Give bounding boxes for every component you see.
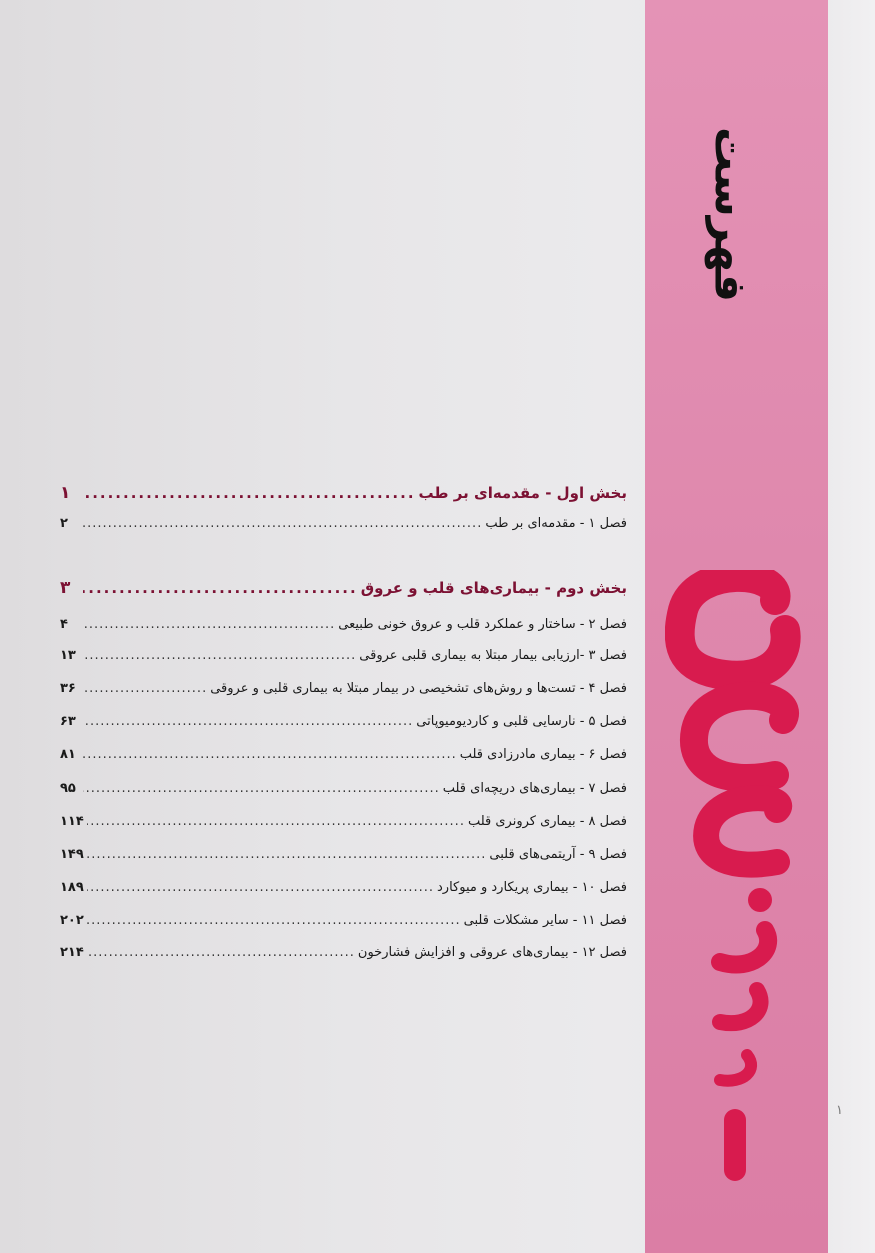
part-title: بخش دوم - بیماری‌های قلب و عروق	[360, 579, 627, 597]
chapter-title: فصل ۲ - ساختار و عملکرد قلب و عروق خونی طبیعی	[338, 617, 627, 632]
chapter-page-number: ۳۶	[60, 681, 76, 696]
art-stroke-ra-3	[720, 1055, 751, 1081]
chapter-page-number: ۱۱۴	[60, 814, 84, 829]
toc-chapter-11[interactable]	[60, 913, 627, 928]
dot-leader	[83, 781, 440, 796]
toc-chapter-8[interactable]	[60, 814, 627, 829]
dot-leader	[87, 847, 487, 862]
dot-leader	[83, 648, 356, 663]
dot-leader	[87, 945, 355, 960]
chapter-title: فصل ۳ -ارزیابی بیمار مبتلا به بیماری قلبی عروقی	[359, 648, 627, 663]
chapter-page-number: ۹۵	[60, 781, 76, 796]
dot-leader	[83, 681, 207, 696]
chapter-page-number: ۱۴۹	[60, 847, 84, 862]
chapter-title: فصل ۱۱ - سایر مشکلات قلبی	[463, 913, 627, 928]
art-stroke-lam	[694, 696, 785, 778]
toc-chapter-3[interactable]	[60, 648, 627, 663]
art-stroke-ra-2	[720, 990, 761, 1023]
toc-chapter-6[interactable]	[60, 747, 627, 762]
dot-leader	[83, 747, 457, 762]
dot-leader	[87, 880, 434, 895]
toc-part-2[interactable]	[60, 578, 627, 598]
art-stroke-qaf	[680, 577, 786, 676]
toc-chapter-5[interactable]	[60, 714, 627, 729]
page-title: فهرست	[704, 127, 756, 303]
dot-leader	[87, 913, 461, 928]
dot-leader	[83, 516, 482, 531]
dot-leader	[83, 579, 358, 597]
chapter-title: فصل ۱ - مقدمه‌ای بر طب	[485, 516, 627, 531]
chapter-title: فصل ۷ - بیماری‌های دریچه‌ای قلب	[442, 781, 627, 796]
toc-part-1[interactable]	[60, 483, 627, 503]
chapter-title: فصل ۹ - آریتمی‌های قلبی	[489, 847, 627, 862]
dot-leader	[83, 484, 416, 502]
part-page-number: ۳	[60, 578, 71, 598]
part-title: بخش اول - مقدمه‌ای بر طب	[418, 484, 627, 502]
heart-calligraphy-art	[665, 570, 805, 1190]
art-dot	[748, 888, 772, 912]
part-page-number: ۱	[60, 483, 71, 503]
chapter-page-number: ۱۳	[60, 648, 76, 663]
toc-chapter-10[interactable]	[60, 880, 627, 895]
dot-leader	[87, 814, 465, 829]
art-stroke-ra-1	[720, 930, 768, 964]
chapter-title: فصل ۱۲ - بیماری‌های عروقی و افزایش فشارخون	[357, 945, 627, 960]
chapter-title: فصل ۶ - بیماری مادرزادی قلب	[459, 747, 627, 762]
chapter-title: فصل ۸ - بیماری کرونری قلب	[467, 814, 627, 829]
chapter-title: فصل ۱۰ - بیماری پریکارد و میوکارد	[437, 880, 627, 895]
chapter-page-number: ۲	[60, 516, 68, 531]
toc-chapter-7[interactable]	[60, 781, 627, 796]
dot-leader	[83, 714, 413, 729]
art-stroke-ba	[706, 798, 779, 864]
toc-chapter-2[interactable]	[60, 617, 627, 632]
chapter-page-number: ۱۸۹	[60, 880, 84, 895]
toc-chapter-12[interactable]	[60, 945, 627, 960]
toc-chapter-4[interactable]	[60, 681, 627, 696]
dot-leader	[83, 617, 335, 632]
chapter-page-number: ۲۰۲	[60, 913, 84, 928]
chapter-title: فصل ۴ - تست‌ها و روش‌های تشخیصی در بیمار مبتلا به بیماری قلبی و عروقی	[210, 681, 627, 696]
page-number: ۱	[836, 1103, 843, 1118]
toc-chapter-9[interactable]	[60, 847, 627, 862]
chapter-page-number: ۲۱۴	[60, 945, 84, 960]
chapter-page-number: ۴	[60, 617, 68, 632]
page-edge	[828, 0, 875, 1253]
chapter-page-number: ۶۳	[60, 714, 76, 729]
page-title-container	[700, 127, 760, 303]
chapter-title: فصل ۵ - نارسایی قلبی و کاردیومیوپاتی	[416, 714, 627, 729]
toc-chapter-1[interactable]	[60, 516, 627, 531]
chapter-page-number: ۸۱	[60, 747, 76, 762]
